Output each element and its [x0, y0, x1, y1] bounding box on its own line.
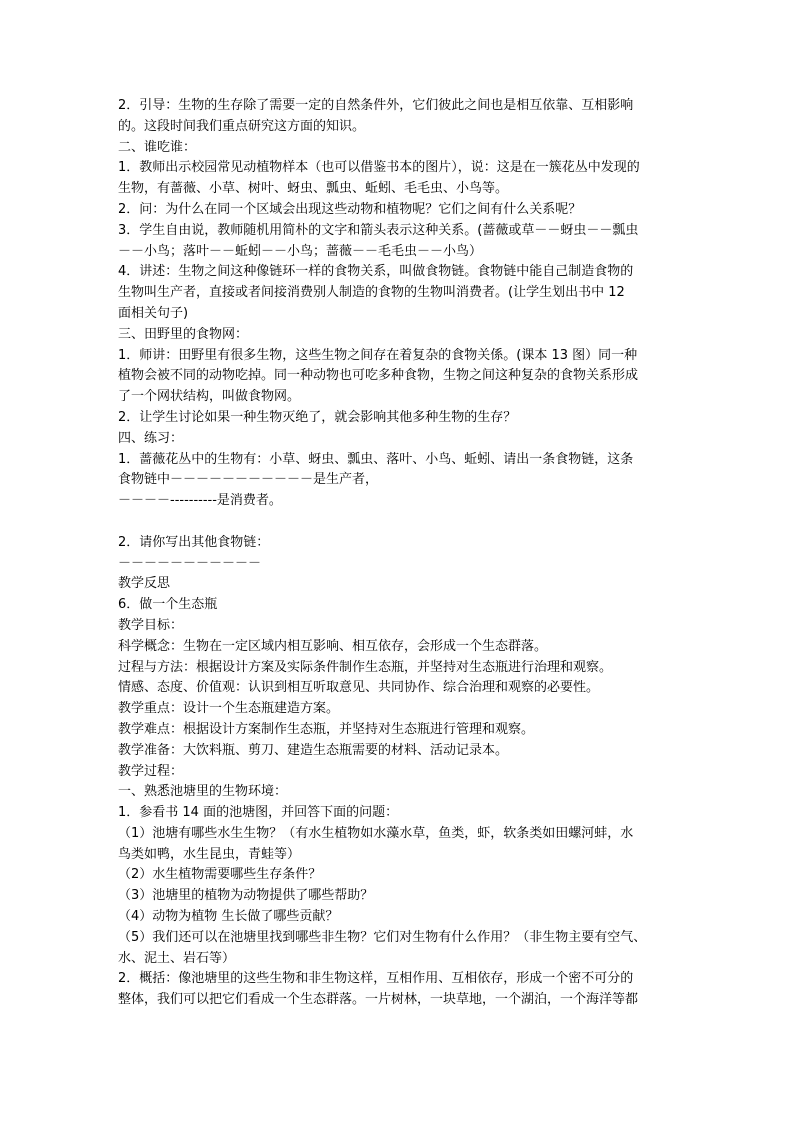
text-line: 生物叫生产者，直接或者间接消费别人制造的食物的生物叫消费者。(让学生划出书中 12 [118, 285, 625, 301]
text-line: 面相关句子) [118, 305, 189, 321]
section-heading: 三、田野里的食物网： [118, 326, 249, 342]
text-line: 整体，我们可以把它们看成一个生态群落。一片树林，一块草地，一个湖泊，一个海洋等都 [118, 992, 639, 1008]
document-body [118, 96, 678, 1011]
text-line: 生物，有蔷薇、小草、树叶、蚜虫、瓢虫、蚯蚓、毛毛虫、小鸟等。 [118, 181, 509, 197]
text-line: 鸟类如鸭，水生昆虫，青蛙等） [118, 846, 301, 862]
text-line: 2．概括：像池塘里的这些生物和非生物这样，互相作用、互相依存，形成一个密不可分的 [118, 971, 634, 987]
text-line: 过程与方法：根据设计方案及实际条件制作生态瓶，并坚持对生态瓶进行治理和观察。 [118, 659, 613, 675]
text-line: 2．请你写出其他食物链： [118, 534, 270, 550]
lesson-title: 6．做一个生态瓶 [118, 597, 218, 613]
section-heading: 二、谁吃谁： [118, 139, 197, 155]
text-line: 4．讲述：生物之间这种像链环一样的食物关系，叫做食物链。食物链中能自己制造食物的 [118, 264, 634, 280]
text-line: 教学目标： [118, 617, 184, 633]
text-line: 教学过程： [118, 763, 184, 779]
text-line: 1．教师出示校园常见动植物样本（也可以借鉴书本的图片），说：这是在一簇花丛中发现的 [118, 160, 640, 176]
text-line: 植物会被不同的动物吃掉。同一种动物也可吃多种食物，生物之间这种复杂的食物关系形成 [118, 368, 639, 384]
text-line: 2．问：为什么在同一个区域会出现这些动物和植物呢？它们之间有什么关系呢？ [118, 201, 582, 217]
text-line: 1．师讲：田野里有很多生物，这些生物之间存在着复杂的食物关係。(课本 13 图）同一种 [118, 347, 638, 363]
text-line: 的。这段时间我们重点研究这方面的知识。 [118, 118, 366, 134]
text-line: －－－－－－－－－－－ [118, 555, 262, 571]
text-line: 科学概念：生物在一定区域内相互影响、相互依存，会形成一个生态群落。 [118, 638, 548, 654]
text-line: （5）我们还可以在池塘里找到哪些非生物？它们对生物有什么作用？（非生物主要有空气、 [118, 929, 647, 945]
text-line: 食物链中－－－－－－－－－－－是生产者， [118, 472, 379, 488]
text-line: （2）水生植物需要哪些生存条件？ [118, 867, 322, 883]
text-line: 教学准备：大饮料瓶、剪刀、建造生态瓶需要的材料、活动记录本。 [118, 742, 509, 758]
section-heading: 一、熟悉池塘里的生物环境： [118, 784, 288, 800]
text-line: 3．学生自由说，教师随机用简朴的文字和箭头表示这种关系。(蔷薇或草－－蚜虫－－瓢虫 [118, 222, 639, 238]
text-line: 2．让学生讨论如果一种生物灭绝了，就会影响其他多种生物的生存？ [118, 409, 517, 425]
text-line: （1）池塘有哪些水生生物？（有水生植物如水藻水草，鱼类，虾，软条类如田螺河蚌，水 [118, 825, 634, 841]
text-line: 了一个网状结构，叫做食物网。 [118, 389, 301, 405]
text-line: 教学难点：根据设计方案制作生态瓶，并坚持对生态瓶进行管理和观察。 [118, 721, 535, 737]
blank-line [118, 512, 678, 533]
text-line: 1．参看书 14 面的池塘图，并回答下面的问题： [118, 805, 399, 821]
text-line: 1．蔷薇花丛中的生物有：小草、蚜虫、瓢虫、落叶、小鸟、蚯蚓、请出一条食物链，这条 [118, 451, 634, 467]
text-line: 情感、态度、价值观：认识到相互听取意见、共同协作、综合治理和观察的必要性。 [118, 680, 600, 696]
text-line: －－小鸟；落叶－－蚯蚓－－小鸟；蔷薇－－毛毛虫－－小鸟） [118, 243, 483, 259]
text-line: （4）动物为植物 生长做了哪些贡献？ [118, 909, 339, 925]
text-line: 教学反思 [118, 576, 171, 592]
text-line: －－－－----------是消费者。 [118, 493, 282, 509]
section-heading: 四、练习： [118, 430, 184, 446]
text-line: 教学重点：设计一个生态瓶建造方案。 [118, 701, 340, 717]
text-line: 2．引导：生物的生存除了需要一定的自然条件外，它们彼此之间也是相互依靠、互相影响 [118, 98, 634, 113]
text-line: 水、泥土、岩石等） [118, 950, 236, 966]
text-line: （3）池塘里的植物为动物提供了哪些帮助？ [118, 888, 374, 904]
